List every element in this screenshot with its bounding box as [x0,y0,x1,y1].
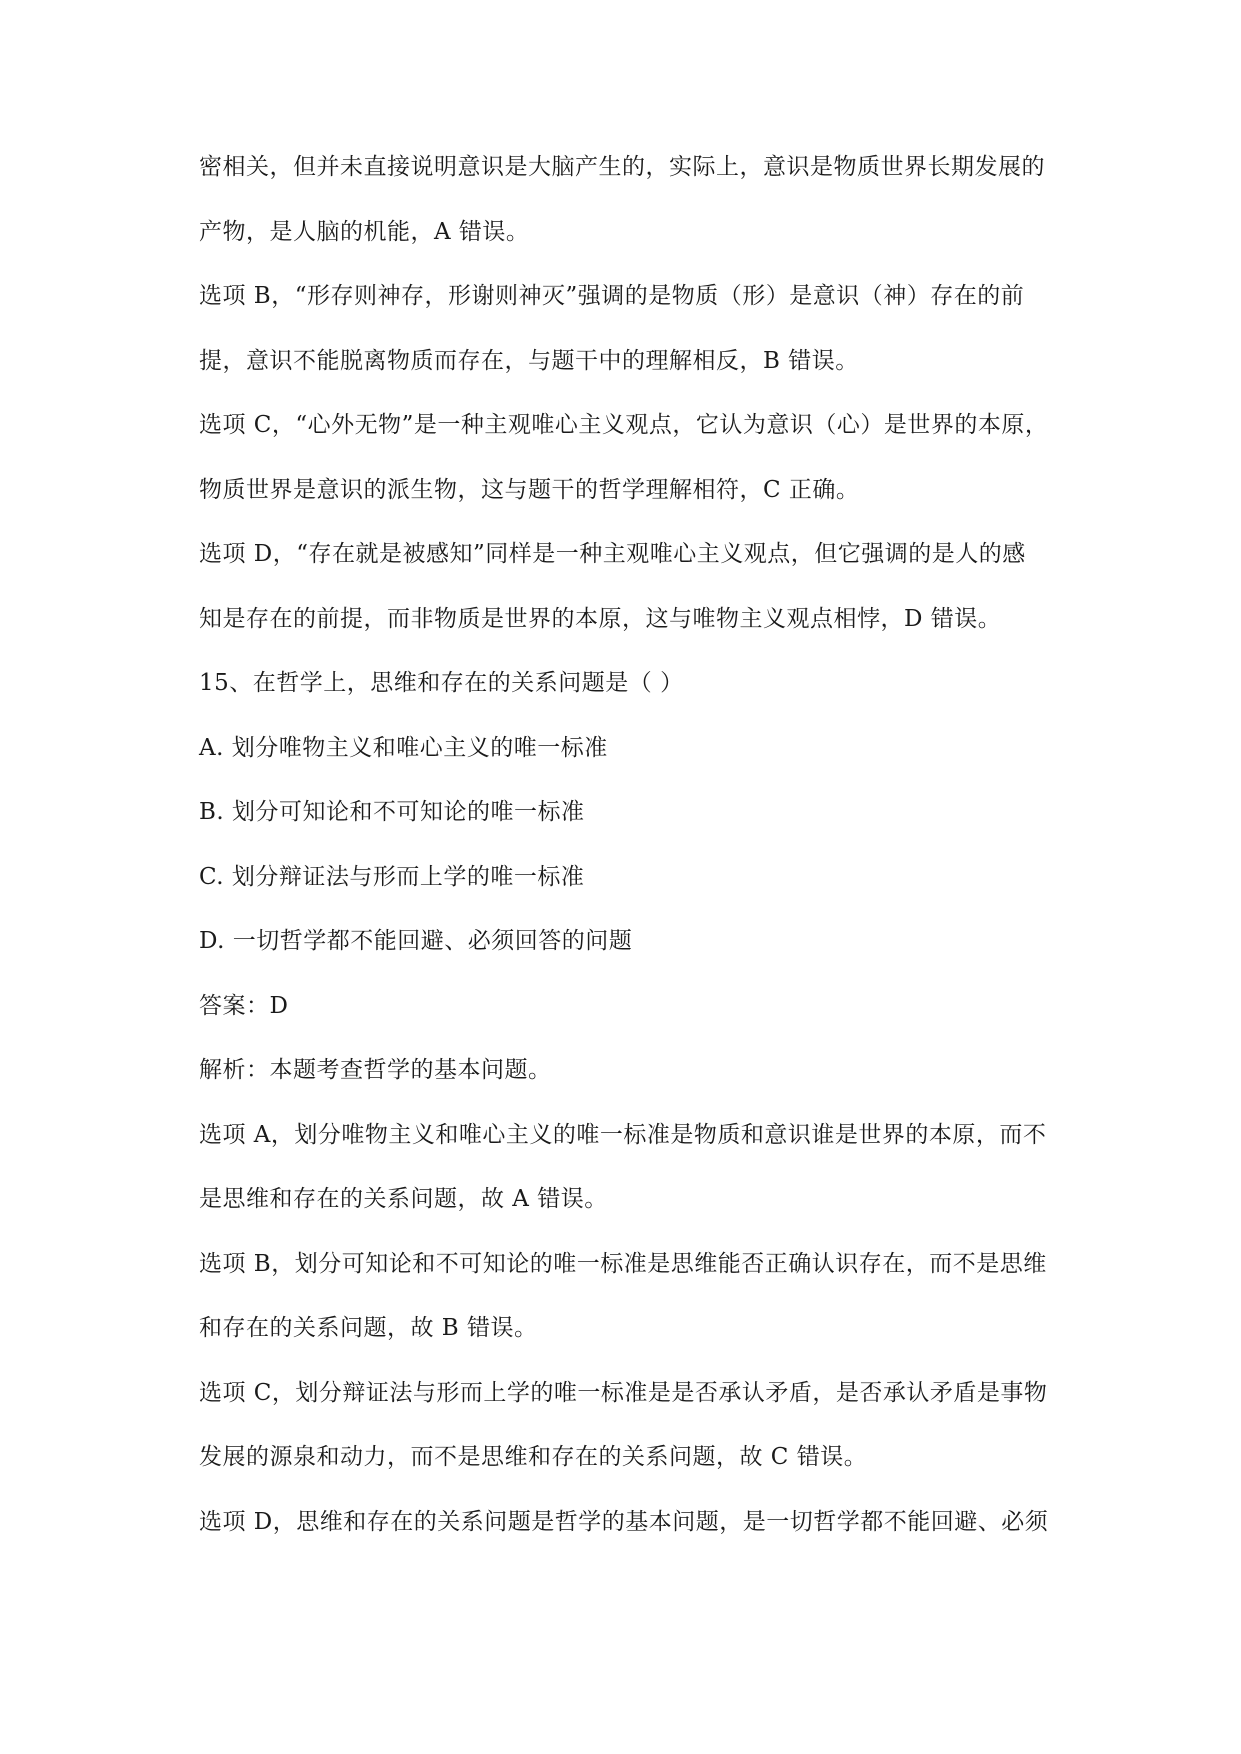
text-line: 知是存在的前提，而非物质是世界的本原，这与唯物主义观点相悖，D 错误。 [199,606,1002,632]
question-title: 15、在哲学上，思维和存在的关系问题是（ ） [199,670,684,696]
text-line: 是思维和存在的关系问题，故 A 错误。 [199,1186,608,1212]
option-a: A. 划分唯物主义和唯心主义的唯一标准 [199,735,608,761]
answer: 答案：D [199,993,289,1019]
text-line: 选项 D，思维和存在的关系问题是哲学的基本问题，是一切哲学都不能回避、必须 [199,1509,1049,1535]
text-line: 选项 B，“形存则神存，形谢则神灭”强调的是物质（形）是意识（神）存在的前 [199,283,1025,309]
text-line: 选项 B，划分可知论和不可知论的唯一标准是思维能否正确认识存在，而不是思维 [199,1251,1047,1277]
text-line: 选项 C，“心外无物”是一种主观唯心主义观点，它认为意识（心）是世界的本原， [199,412,1049,438]
text-line: 选项 C，划分辩证法与形而上学的唯一标准是是否承认矛盾，是否承认矛盾是事物 [199,1380,1048,1406]
option-c: C. 划分辩证法与形而上学的唯一标准 [199,864,585,890]
text-line: 选项 D，“存在就是被感知”同样是一种主观唯心主义观点，但它强调的是人的感 [199,541,1026,567]
text-line: 物质世界是意识的派生物，这与题干的哲学理解相符，C 正确。 [199,477,860,503]
text-line: 产物，是人脑的机能，A 错误。 [199,219,530,245]
text-line: 提，意识不能脱离物质而存在，与题干中的理解相反，B 错误。 [199,348,859,374]
option-d: D. 一切哲学都不能回避、必须回答的问题 [199,928,633,954]
option-b: B. 划分可知论和不可知论的唯一标准 [199,799,585,825]
text-line: 和存在的关系问题，故 B 错误。 [199,1315,538,1341]
analysis: 解析：本题考查哲学的基本问题。 [199,1057,552,1083]
text-line: 选项 A，划分唯物主义和唯心主义的唯一标准是物质和意识谁是世界的本原，而不 [199,1122,1047,1148]
text-line: 密相关，但并未直接说明意识是大脑产生的，实际上，意识是物质世界长期发展的 [199,154,1045,180]
text-line: 发展的源泉和动力，而不是思维和存在的关系问题，故 C 错误。 [199,1444,868,1470]
